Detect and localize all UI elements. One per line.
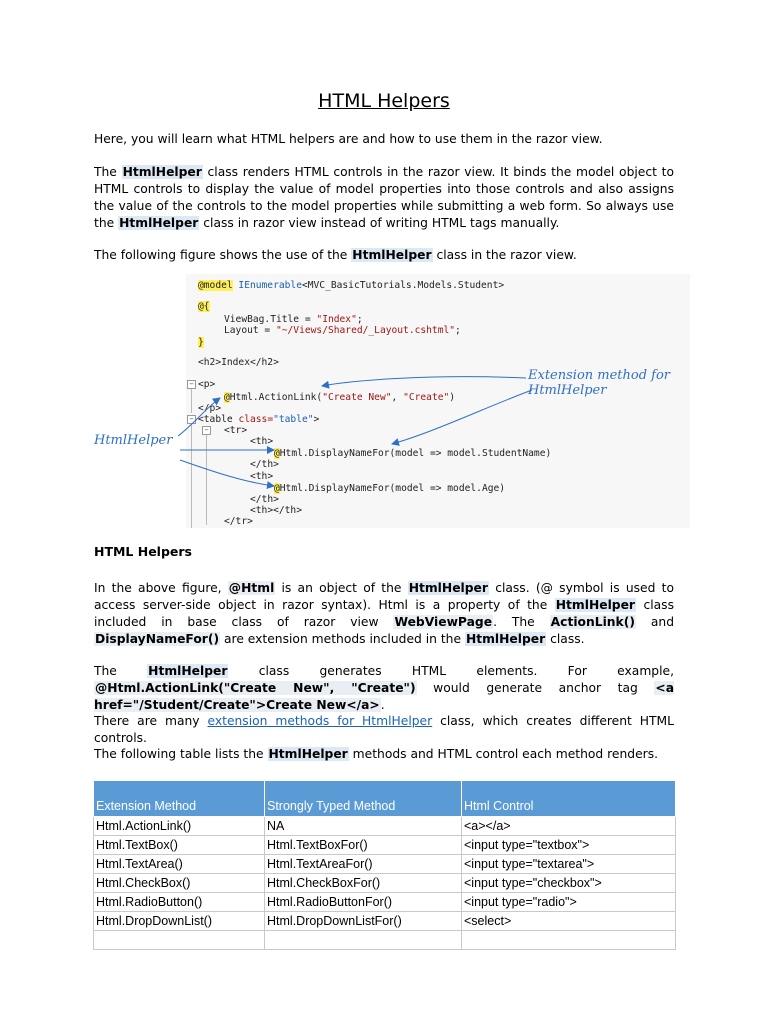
code-line: </p> <box>198 403 222 414</box>
collapse-icon[interactable]: − <box>187 415 196 424</box>
code-token: > <box>313 414 320 425</box>
htmlhelper-highlight: HtmlHelper <box>352 248 432 262</box>
text: The following figure shows the use of the <box>94 248 352 262</box>
htmlhelper-highlight: HtmlHelper <box>408 581 488 595</box>
table-cell: Html.TextBoxFor() <box>265 836 462 855</box>
annotation-extension-method: Extension method for HtmlHelper <box>528 368 671 398</box>
intro-paragraph: Here, you will learn what HTML helpers are and how to use them in the razor view. <box>94 132 603 146</box>
page-title: HTML Helpers <box>318 90 450 112</box>
razor-marker: } <box>198 337 204 348</box>
table-cell: Html.CheckBoxFor() <box>265 874 462 893</box>
code-highlight: @Html <box>228 581 275 595</box>
code-token: Layout = <box>224 325 276 336</box>
htmlhelper-highlight: HtmlHelper <box>555 598 636 612</box>
code-token: ) <box>449 392 456 403</box>
table-cell: <input type="checkbox"> <box>462 874 676 893</box>
code-line: </tr> <box>224 516 253 527</box>
code-token: "Create" <box>403 392 450 403</box>
text: would generate anchor tag <box>416 681 655 695</box>
column-header: Strongly Typed Method <box>265 781 462 817</box>
razor-marker: @ <box>224 392 230 403</box>
code-token: Html.ActionLink( <box>229 392 323 403</box>
table-cell: Html.TextBox() <box>94 836 265 855</box>
code-token: , <box>391 392 404 403</box>
code-line: <th></th> <box>250 505 302 516</box>
code-token: "Create New" <box>322 392 392 403</box>
code-token: ViewBag.Title = <box>224 314 317 325</box>
table-cell: Html.TextArea() <box>94 855 265 874</box>
paragraph-extension-methods <box>94 713 674 747</box>
code-token: <MVC_BasicTutorials.Models.Student> <box>301 280 505 291</box>
table-cell: <input type="textarea"> <box>462 855 676 874</box>
code-line: </th> <box>250 494 279 505</box>
section-heading: HTML Helpers <box>94 544 192 559</box>
collapse-icon[interactable]: − <box>202 426 211 435</box>
code-token: ; <box>356 314 363 325</box>
code-token: Html.DisplayNameFor(model => model.Age) <box>279 483 506 494</box>
table-cell: <input type="textbox"> <box>462 836 676 855</box>
annotation-htmlhelper: HtmlHelper <box>94 433 173 448</box>
table-row <box>94 855 676 874</box>
helpers-table <box>93 780 676 950</box>
code-token: "~/Views/Shared/_Layout.cshtml" <box>275 325 456 336</box>
paragraph-figure-explanation <box>94 580 674 648</box>
text: There are many <box>94 714 208 728</box>
table-row <box>94 817 676 836</box>
table-cell: Html.DropDownListFor() <box>265 912 462 931</box>
table-cell: Html.ActionLink() <box>94 817 265 836</box>
code-highlight: <a href="/Student/Create">Create New</a> <box>94 681 674 712</box>
text: class renders HTML controls in the razor view. It binds the model object to HTML controls to display the value of model properties into those controls and also assigns the value of the controls to the model properties while submitting a web form. So always use the <box>94 165 674 230</box>
text: In the above figure, <box>94 581 228 595</box>
text: class included in base class of razor view <box>94 598 674 629</box>
text: are extension methods included in the <box>220 632 465 646</box>
htmlhelper-highlight: HtmlHelper <box>122 165 202 179</box>
table-row <box>94 893 676 912</box>
code-line: <h2>Index</h2> <box>198 357 279 368</box>
text: methods and HTML control each method renders. <box>348 747 659 761</box>
table-cell: Html.RadioButton() <box>94 893 265 912</box>
table-row <box>94 912 676 931</box>
htmlhelper-highlight: HtmlHelper <box>268 747 348 761</box>
text: class, which creates different HTML controls. <box>94 714 675 745</box>
table-cell <box>265 931 462 950</box>
paragraph-table-intro <box>94 746 674 763</box>
table-cell: Html.RadioButtonFor() <box>265 893 462 912</box>
htmlhelper-highlight: HtmlHelper <box>465 632 546 646</box>
razor-marker: @{ <box>198 301 210 312</box>
table-cell <box>462 931 676 950</box>
code-highlight: WebViewPage <box>394 615 493 629</box>
text: class. (@ symbol is used to access server-side object in razor syntax). Html is a property of the <box>94 581 674 612</box>
code-token: class= <box>238 414 274 425</box>
table-cell: <a></a> <box>462 817 676 836</box>
paragraph-generates-html <box>94 663 674 714</box>
text: The <box>94 165 122 179</box>
razor-marker: @model <box>198 280 233 291</box>
annotation-arrows <box>94 274 684 528</box>
razor-marker: @ <box>274 483 280 494</box>
razor-marker: @ <box>274 448 280 459</box>
code-line: </th> <box>250 459 279 470</box>
code-line: <th> <box>250 436 274 447</box>
table-cell: <select> <box>462 912 676 931</box>
paragraph-htmlhelper-intro <box>94 164 674 232</box>
code-token: "table" <box>273 414 314 425</box>
column-header: Extension Method <box>94 781 265 817</box>
code-token: IEnumerable <box>232 280 302 291</box>
extension-methods-link[interactable]: extension methods for HtmlHelper <box>207 714 433 728</box>
column-header: Html Control <box>462 781 676 817</box>
text: is an object of the <box>275 581 408 595</box>
code-highlight: ActionLink() <box>550 615 635 629</box>
code-token: ; <box>455 325 461 336</box>
text: class in razor view instead of writing HTML tags manually. <box>199 216 560 230</box>
table-cell: Html.TextAreaFor() <box>265 855 462 874</box>
code-token: <table <box>198 414 239 425</box>
htmlhelper-highlight: HtmlHelper <box>148 664 228 678</box>
text: . <box>380 698 385 712</box>
table-row <box>94 836 676 855</box>
code-highlight: @Html.ActionLink("Create New", "Create") <box>95 681 416 695</box>
text: class in the razor view. <box>432 248 577 262</box>
text: and <box>635 615 674 629</box>
text: class generates HTML elements. For example, <box>228 664 675 678</box>
htmlhelper-highlight: HtmlHelper <box>119 216 199 230</box>
text: The following table lists the <box>94 747 268 761</box>
table-cell: Html.CheckBox() <box>94 874 265 893</box>
code-token: "Index" <box>316 314 357 325</box>
table-row <box>94 874 676 893</box>
table-row <box>94 931 676 950</box>
code-token: Html.DisplayNameFor(model => model.StudentName) <box>279 448 552 459</box>
collapse-icon[interactable]: − <box>187 380 196 389</box>
text: . The <box>493 615 550 629</box>
table-cell: <input type="radio"> <box>462 893 676 912</box>
table-header-row <box>94 781 676 817</box>
table-cell: Html.DropDownList() <box>94 912 265 931</box>
razor-code-figure <box>94 274 684 528</box>
code-line: <p> <box>198 379 216 390</box>
code-highlight: DisplayNameFor() <box>95 632 220 646</box>
code-line: <tr> <box>224 425 248 436</box>
text: The <box>94 664 148 678</box>
paragraph-figure-intro <box>94 247 674 264</box>
text: class. <box>546 632 585 646</box>
code-line: <th> <box>250 471 274 482</box>
table-cell <box>94 931 265 950</box>
table-cell: NA <box>265 817 462 836</box>
